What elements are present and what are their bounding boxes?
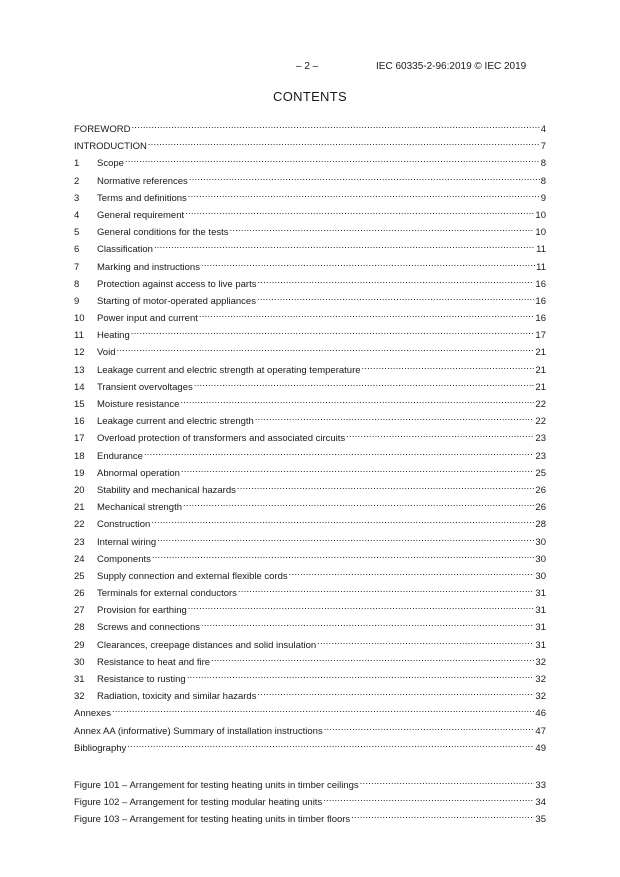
toc-entry-title: Marking and instructions bbox=[97, 261, 200, 273]
toc-entry[interactable] bbox=[74, 448, 546, 465]
dot-leader bbox=[360, 777, 535, 788]
dot-leader bbox=[185, 207, 534, 218]
dot-leader bbox=[199, 310, 535, 321]
toc-entry-title: Heating bbox=[97, 330, 130, 342]
toc-entry-page: 9 bbox=[540, 192, 546, 204]
dot-leader bbox=[157, 534, 534, 545]
toc-entry-title: Scope bbox=[97, 158, 124, 170]
toc-entry[interactable] bbox=[74, 224, 546, 241]
dot-leader bbox=[289, 568, 535, 579]
toc-entry[interactable] bbox=[74, 602, 546, 619]
toc-entry-number: 5 bbox=[74, 227, 80, 239]
toc-entry-page: 8 bbox=[540, 158, 546, 170]
toc-entry-page: 26 bbox=[535, 502, 546, 514]
toc-entry-title: Leakage current and electric strength at operating temperature bbox=[97, 364, 361, 376]
toc-entry-number: 7 bbox=[74, 261, 80, 273]
toc-entry-title: Stability and mechanical hazards bbox=[97, 484, 236, 496]
toc-entry-page: 26 bbox=[535, 484, 546, 496]
dot-leader bbox=[188, 190, 540, 201]
toc-entry-title: Clearances, creepage distances and solid insulation bbox=[97, 639, 317, 651]
dot-leader bbox=[187, 671, 535, 682]
standard-id: IEC 60335-2-96:2019 © IEC 2019 bbox=[376, 61, 527, 72]
toc-entry-title: Starting of motor-operated appliances bbox=[97, 295, 256, 307]
dot-leader bbox=[194, 379, 535, 390]
dot-leader bbox=[257, 276, 534, 287]
dot-leader bbox=[131, 121, 539, 132]
toc-entry[interactable] bbox=[74, 155, 546, 172]
toc-entry-title: Annex AA (informative) Summary of installation instructions bbox=[74, 725, 323, 737]
toc-entry-number: 11 bbox=[74, 330, 84, 342]
table-of-contents bbox=[74, 121, 546, 757]
toc-entry-page: 11 bbox=[536, 261, 546, 273]
toc-entry-number: 17 bbox=[74, 433, 85, 445]
toc-entry-page: 23 bbox=[535, 450, 546, 462]
toc-entry-number: 27 bbox=[74, 605, 85, 617]
toc-entry-number: 23 bbox=[74, 536, 85, 548]
toc-entry-page: 22 bbox=[535, 416, 546, 428]
dot-leader bbox=[189, 173, 540, 184]
toc-entry-title: Bibliography bbox=[74, 742, 127, 754]
toc-entry-number: 2 bbox=[74, 175, 80, 187]
dot-leader bbox=[238, 585, 535, 596]
toc-entry-title: Abnormal operation bbox=[97, 467, 180, 479]
toc-entry-title: Mechanical strength bbox=[97, 502, 183, 514]
figure-entry-title: Figure 102 – Arrangement for testing modular heating units bbox=[74, 797, 323, 809]
dot-leader bbox=[201, 619, 534, 630]
toc-entry-number: 24 bbox=[74, 553, 85, 565]
toc-entry-page: 30 bbox=[535, 553, 546, 565]
toc-entry-title: Terms and definitions bbox=[97, 192, 187, 204]
dot-leader bbox=[188, 602, 535, 613]
dot-leader bbox=[117, 344, 535, 355]
toc-entry[interactable] bbox=[74, 619, 546, 636]
toc-entry[interactable] bbox=[74, 207, 546, 224]
dot-leader bbox=[151, 516, 534, 527]
toc-entry[interactable] bbox=[74, 723, 546, 740]
toc-entry[interactable] bbox=[74, 396, 546, 413]
toc-entry[interactable] bbox=[74, 482, 546, 499]
toc-entry-title: Moisture resistance bbox=[97, 399, 180, 410]
toc-entry[interactable] bbox=[74, 362, 546, 379]
toc-entry[interactable] bbox=[74, 138, 546, 155]
figure-entry-title: Figure 103 – Arrangement for testing heating units in timber floors bbox=[74, 814, 351, 826]
toc-entry[interactable] bbox=[74, 190, 546, 207]
toc-entry-page: 32 bbox=[535, 691, 546, 703]
dot-leader bbox=[183, 499, 534, 510]
toc-entry[interactable] bbox=[74, 637, 546, 654]
figure-entry[interactable] bbox=[74, 794, 546, 811]
dot-leader bbox=[125, 155, 540, 166]
toc-entry-title: Supply connection and external flexible cords bbox=[97, 570, 288, 582]
figure-entry-page: 33 bbox=[535, 780, 546, 791]
toc-entry-title: Provision for earthing bbox=[97, 605, 187, 617]
toc-entry[interactable] bbox=[74, 654, 546, 671]
toc-entry-number: 13 bbox=[74, 364, 85, 376]
toc-entry[interactable] bbox=[74, 740, 546, 757]
toc-entry-page: 28 bbox=[535, 519, 546, 531]
toc-entry-page: 11 bbox=[536, 244, 546, 256]
toc-entry-title: Normative references bbox=[97, 175, 188, 187]
toc-entry-page: 47 bbox=[535, 725, 546, 737]
dot-leader bbox=[346, 430, 534, 441]
dot-leader bbox=[237, 482, 535, 493]
dot-leader bbox=[257, 688, 534, 699]
toc-entry[interactable] bbox=[74, 121, 546, 138]
dot-leader bbox=[152, 551, 535, 562]
toc-entry-title: Power input and current bbox=[97, 313, 198, 325]
dot-leader bbox=[180, 396, 534, 407]
dot-leader bbox=[148, 138, 540, 149]
toc-entry-number: 12 bbox=[74, 347, 85, 359]
toc-entry-page: 25 bbox=[535, 467, 546, 479]
dot-leader bbox=[230, 224, 535, 235]
dot-leader bbox=[362, 362, 535, 373]
toc-entry-page: 31 bbox=[535, 639, 546, 651]
toc-entry[interactable] bbox=[74, 413, 546, 430]
page-title: CONTENTS bbox=[273, 89, 347, 104]
figure-entry[interactable] bbox=[74, 777, 546, 794]
toc-entry-title: Internal wiring bbox=[97, 536, 157, 548]
toc-entry-title: General requirement bbox=[97, 209, 185, 221]
toc-entry[interactable] bbox=[74, 241, 546, 258]
toc-entry[interactable] bbox=[74, 293, 546, 310]
toc-entry-number: 4 bbox=[74, 209, 80, 221]
toc-entry-title: Overload protection of transformers and associated circuits bbox=[97, 433, 346, 445]
toc-entry-page: 10 bbox=[535, 209, 546, 221]
toc-entry-title: Transient overvoltages bbox=[97, 381, 193, 393]
dot-leader bbox=[127, 740, 534, 751]
toc-entry-number: 9 bbox=[74, 295, 80, 307]
toc-entry-title: General conditions for the tests bbox=[97, 227, 229, 239]
toc-entry-page: 32 bbox=[535, 674, 546, 685]
dot-leader bbox=[255, 413, 535, 424]
toc-entry[interactable] bbox=[74, 430, 546, 447]
dot-leader bbox=[257, 293, 534, 304]
toc-entry-page: 16 bbox=[535, 278, 546, 290]
toc-entry-number: 20 bbox=[74, 484, 85, 496]
toc-entry-page: 49 bbox=[535, 742, 546, 754]
dot-leader bbox=[317, 637, 534, 648]
toc-entry-page: 17 bbox=[535, 330, 546, 342]
toc-entry-number: 16 bbox=[74, 416, 85, 428]
toc-entry-title: Screws and connections bbox=[97, 622, 200, 634]
toc-entry-page: 46 bbox=[535, 708, 546, 720]
toc-entry-page: 7 bbox=[540, 141, 546, 153]
toc-entry[interactable] bbox=[74, 327, 546, 344]
toc-entry-number: 3 bbox=[74, 192, 80, 204]
toc-entry-number: 10 bbox=[74, 313, 85, 325]
toc-entry[interactable] bbox=[74, 173, 546, 190]
toc-entry-page: 31 bbox=[535, 622, 546, 634]
toc-entry-page: 21 bbox=[535, 364, 546, 376]
toc-entry-number: 6 bbox=[74, 244, 80, 256]
list-of-figures bbox=[74, 777, 546, 829]
toc-entry-number: 15 bbox=[74, 399, 85, 410]
toc-entry-title: Radiation, toxicity and similar hazards bbox=[97, 691, 257, 703]
toc-entry-title: Classification bbox=[97, 244, 153, 256]
toc-entry-page: 4 bbox=[540, 124, 546, 135]
figure-entry-page: 34 bbox=[535, 797, 546, 809]
toc-entry-number: 25 bbox=[74, 570, 85, 582]
toc-entry-page: 22 bbox=[535, 399, 546, 410]
page-number: – 2 – bbox=[296, 61, 319, 72]
toc-entry-number: 19 bbox=[74, 467, 85, 479]
toc-entry-number: 18 bbox=[74, 450, 85, 462]
dot-leader bbox=[324, 723, 535, 734]
toc-entry-title: INTRODUCTION bbox=[74, 141, 147, 153]
figure-entry-page: 35 bbox=[535, 814, 546, 826]
dot-leader bbox=[112, 705, 534, 716]
toc-entry[interactable] bbox=[74, 259, 546, 276]
toc-entry[interactable] bbox=[74, 379, 546, 396]
dot-leader bbox=[154, 241, 535, 252]
toc-entry-page: 16 bbox=[535, 313, 546, 325]
toc-entry-page: 8 bbox=[540, 175, 546, 187]
toc-entry[interactable] bbox=[74, 688, 546, 705]
toc-entry-title: Resistance to rusting bbox=[97, 674, 186, 685]
toc-entry-title: Endurance bbox=[97, 450, 143, 462]
toc-entry-number: 21 bbox=[74, 502, 85, 514]
toc-entry-number: 8 bbox=[74, 278, 80, 290]
toc-entry-page: 23 bbox=[535, 433, 546, 445]
toc-entry[interactable] bbox=[74, 534, 546, 551]
toc-entry[interactable] bbox=[74, 671, 546, 688]
figure-entry-title: Figure 101 – Arrangement for testing heating units in timber ceilings bbox=[74, 780, 359, 791]
toc-entry-page: 21 bbox=[535, 347, 546, 359]
toc-entry-title: FOREWORD bbox=[74, 124, 131, 135]
toc-entry[interactable] bbox=[74, 585, 546, 602]
figure-entry[interactable] bbox=[74, 811, 546, 828]
dot-leader bbox=[323, 794, 534, 805]
toc-entry-number: 31 bbox=[74, 674, 85, 685]
toc-entry[interactable] bbox=[74, 344, 546, 361]
toc-entry-number: 32 bbox=[74, 691, 85, 703]
toc-entry-title: Resistance to heat and fire bbox=[97, 656, 211, 668]
toc-entry-page: 21 bbox=[535, 381, 546, 393]
toc-entry-title: Annexes bbox=[74, 708, 111, 720]
toc-entry[interactable] bbox=[74, 516, 546, 533]
toc-entry-page: 32 bbox=[535, 656, 546, 668]
toc-entry-page: 30 bbox=[535, 570, 546, 582]
dot-leader bbox=[201, 259, 535, 270]
toc-entry-number: 14 bbox=[74, 381, 85, 393]
toc-entry[interactable] bbox=[74, 568, 546, 585]
dot-leader bbox=[144, 448, 534, 459]
toc-entry-page: 31 bbox=[535, 605, 546, 617]
toc-entry[interactable] bbox=[74, 310, 546, 327]
toc-entry-number: 26 bbox=[74, 588, 85, 600]
toc-entry-title: Terminals for external conductors bbox=[97, 588, 237, 600]
toc-entry-title: Protection against access to live parts bbox=[97, 278, 257, 290]
toc-entry-title: Void bbox=[97, 347, 116, 359]
toc-entry[interactable] bbox=[74, 705, 546, 722]
dot-leader bbox=[181, 465, 535, 476]
toc-entry-page: 10 bbox=[535, 227, 546, 239]
toc-entry-page: 31 bbox=[535, 588, 546, 600]
toc-entry[interactable] bbox=[74, 276, 546, 293]
toc-entry-number: 29 bbox=[74, 639, 85, 651]
dot-leader bbox=[131, 327, 535, 338]
toc-entry[interactable] bbox=[74, 551, 546, 568]
toc-entry-title: Components bbox=[97, 553, 151, 565]
toc-entry-title: Leakage current and electric strength bbox=[97, 416, 254, 428]
toc-entry-number: 28 bbox=[74, 622, 85, 634]
toc-entry[interactable] bbox=[74, 465, 546, 482]
dot-leader bbox=[211, 654, 534, 665]
toc-entry-number: 1 bbox=[74, 158, 80, 170]
dot-leader bbox=[351, 811, 534, 822]
toc-entry[interactable] bbox=[74, 499, 546, 516]
toc-entry-number: 22 bbox=[74, 519, 85, 531]
toc-entry-page: 30 bbox=[535, 536, 546, 548]
toc-entry-title: Construction bbox=[97, 519, 151, 531]
toc-entry-page: 16 bbox=[535, 295, 546, 307]
toc-entry-number: 30 bbox=[74, 656, 85, 668]
